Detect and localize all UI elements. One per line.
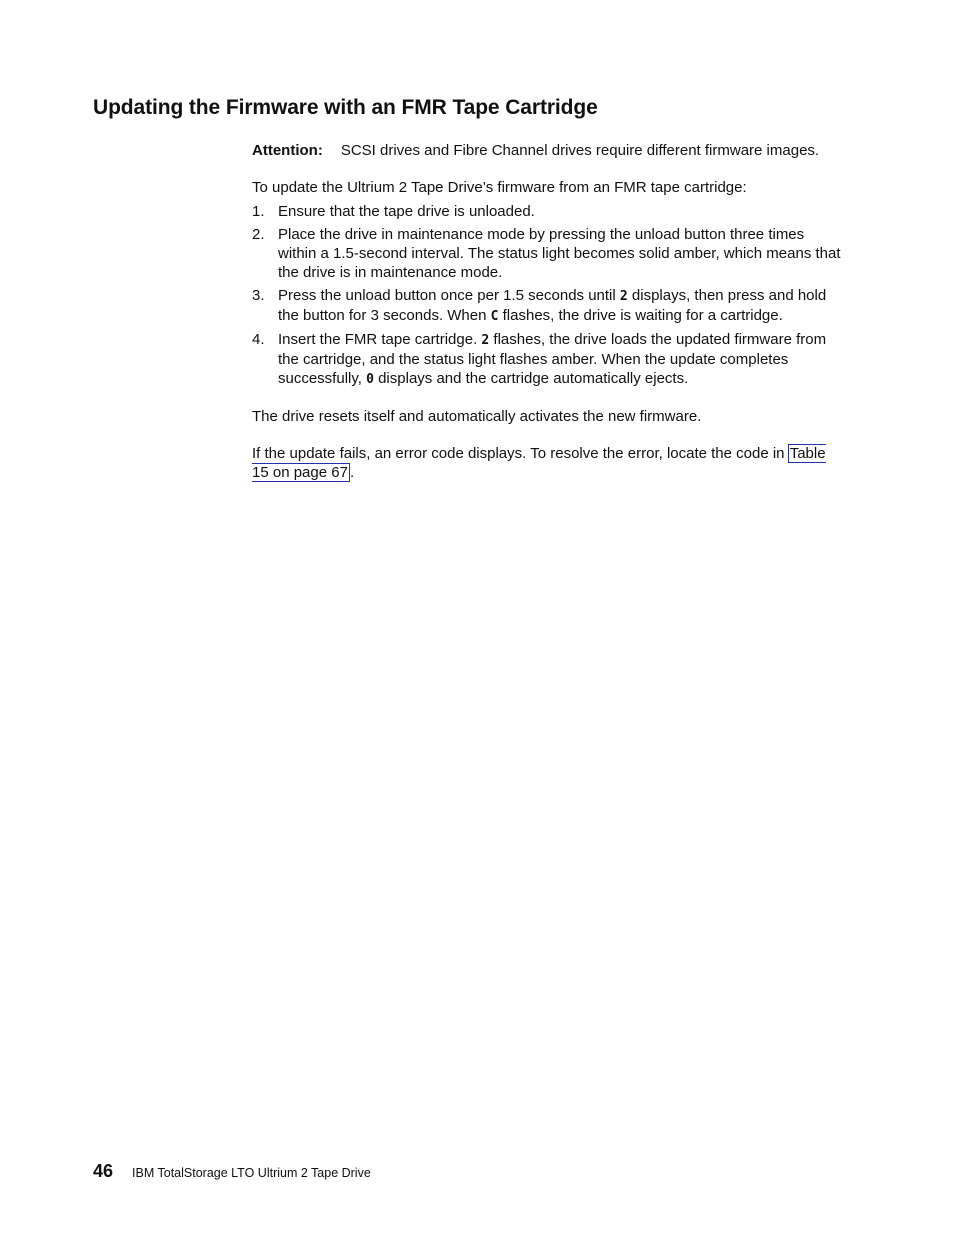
failure-paragraph bbox=[252, 444, 842, 482]
list-item bbox=[252, 286, 842, 326]
step-text: displays, then press and hold the button for 3 seconds. When bbox=[278, 287, 827, 324]
step-text: Press the unload button once per 1.5 seconds until bbox=[278, 287, 620, 304]
attention-note bbox=[252, 141, 842, 160]
step-text: displays and the cartridge automatically ejects. bbox=[373, 370, 689, 387]
list-item bbox=[252, 330, 842, 389]
display-code: 2 bbox=[481, 333, 490, 348]
failure-text: If the update fails, an error code displays. To resolve the error, locate the code in bbox=[252, 445, 789, 462]
step-text: Ensure that the tape drive is unloaded. bbox=[278, 203, 535, 220]
intro-paragraph: To update the Ultrium 2 Tape Drive’s firmware from an FMR tape cartridge: bbox=[252, 179, 747, 196]
steps-list bbox=[252, 202, 842, 389]
step-text: flashes, the drive is waiting for a cartridge. bbox=[498, 307, 783, 324]
step-number: 3. bbox=[252, 287, 265, 304]
step-number: 4. bbox=[252, 331, 265, 348]
display-code: 2 bbox=[619, 289, 628, 304]
step-number: 1. bbox=[252, 203, 265, 220]
display-code: 0 bbox=[366, 372, 374, 387]
display-code: C bbox=[490, 309, 499, 324]
page-footer bbox=[93, 1161, 371, 1182]
book-title: IBM TotalStorage LTO Ultrium 2 Tape Drive bbox=[132, 1166, 371, 1180]
step-text: Place the drive in maintenance mode by pressing the unload button three times within a 1.5-second interval. The status light becomes solid amber, which means that the drive is in maintenance mode. bbox=[278, 226, 841, 281]
list-item bbox=[252, 225, 842, 282]
page-number: 46 bbox=[93, 1161, 114, 1181]
page-title: Updating the Firmware with an FMR Tape Cartridge bbox=[93, 96, 598, 119]
step-text: flashes, the drive loads the updated firmware from the cartridge, and the status light flashes amber. When the update completes successfully, bbox=[278, 331, 827, 387]
table-cross-reference-link[interactable]: Table 15 on page 67 bbox=[252, 445, 826, 481]
list-item bbox=[252, 202, 842, 221]
attention-text: SCSI drives and Fibre Channel drives require different firmware images. bbox=[340, 142, 820, 159]
reset-paragraph: The drive resets itself and automatically activates the new firmware. bbox=[252, 408, 702, 425]
attention-label: Attention: bbox=[252, 142, 323, 159]
failure-period: . bbox=[349, 464, 355, 481]
step-text: Insert the FMR tape cartridge. bbox=[278, 331, 482, 348]
main-content bbox=[252, 141, 842, 482]
step-number: 2. bbox=[252, 226, 265, 243]
